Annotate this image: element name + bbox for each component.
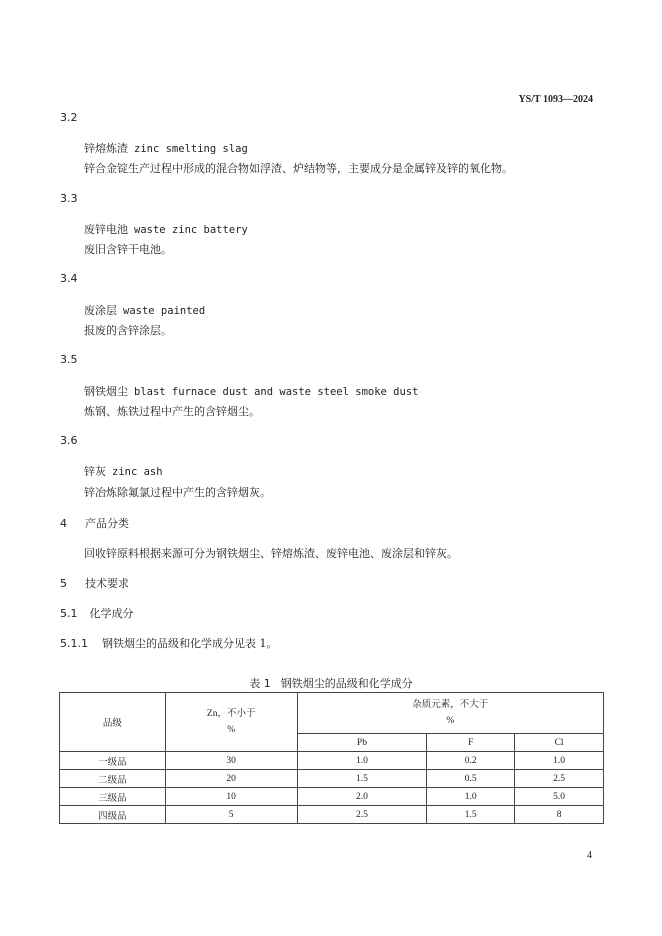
cl-cell: 5.0	[515, 788, 604, 806]
impurity-header	[297, 693, 603, 734]
clause-number: 3.4	[60, 272, 78, 285]
clause-number: 3.3	[60, 192, 78, 205]
table-row	[60, 770, 604, 788]
clause-number: 3.2	[60, 111, 78, 124]
f-cell: 0.5	[427, 770, 515, 788]
table-header-row	[60, 693, 604, 734]
zn-cell: 10	[165, 788, 297, 806]
table-row	[60, 806, 604, 824]
cl-header: Cl	[515, 734, 604, 752]
clause-number: 3.5	[60, 353, 78, 366]
definition: 锌合金锭生产过程中形成的混合物如浮渣、炉结物等，主要成分是金属锌及锌的氧化物。	[84, 162, 513, 175]
cl-cell: 1.0	[515, 752, 604, 770]
definition: 报废的含锌涂层。	[84, 324, 172, 337]
f-cell: 1.5	[427, 806, 515, 824]
subsection-number: 5.1	[60, 607, 78, 620]
pb-cell: 2.0	[297, 788, 427, 806]
term-cn: 钢铁烟尘	[84, 385, 128, 398]
term-en: waste painted	[123, 305, 206, 317]
term-en: blast furnace dust and waste steel smoke dust	[134, 386, 419, 398]
grade-cell: 一级品	[60, 752, 166, 770]
term-cn: 锌灰	[84, 465, 106, 478]
grade-cell: 三级品	[60, 788, 166, 806]
section-title: 技术要求	[85, 577, 129, 590]
subsection-heading	[60, 605, 134, 621]
term	[84, 383, 418, 399]
term	[84, 221, 248, 237]
cl-cell: 8	[515, 806, 604, 824]
term	[84, 140, 248, 156]
subsection-title: 化学成分	[89, 607, 134, 620]
zn-cell: 30	[165, 752, 297, 770]
f-cell: 0.2	[427, 752, 515, 770]
f-cell: 1.0	[427, 788, 515, 806]
table-row	[60, 788, 604, 806]
table-caption	[0, 675, 662, 691]
term-en: zinc smelting slag	[134, 143, 248, 155]
term-cn: 锌熔炼渣	[84, 142, 128, 155]
table-row	[60, 752, 604, 770]
grade-header: 品级	[60, 693, 166, 752]
section-title: 产品分类	[85, 517, 129, 530]
pb-cell: 1.5	[297, 770, 427, 788]
section-number: 5	[60, 577, 67, 590]
zn-cell: 5	[165, 806, 297, 824]
clause-5-1-1	[60, 635, 278, 651]
section-number: 4	[60, 517, 67, 530]
clause-number: 5.1.1	[60, 637, 88, 650]
definition: 废旧含锌干电池。	[84, 243, 172, 256]
pb-cell: 1.0	[297, 752, 427, 770]
zn-header	[165, 693, 297, 752]
cl-cell: 2.5	[515, 770, 604, 788]
term	[84, 302, 205, 318]
zn-header-label: Zn，不小于	[206, 709, 256, 719]
pb-cell: 2.5	[297, 806, 427, 824]
zn-cell: 20	[165, 770, 297, 788]
chemical-composition-table	[59, 692, 604, 824]
term-en: zinc ash	[112, 466, 163, 478]
section-text: 回收锌原料根据来源可分为钢铁烟尘、锌熔炼渣、废锌电池、废涂层和锌灰。	[84, 547, 458, 560]
term-en: waste zinc battery	[134, 224, 248, 236]
impurity-header-unit: %	[446, 716, 455, 726]
impurity-header-label: 杂质元素，不大于	[412, 700, 489, 710]
clause-number: 3.6	[60, 434, 78, 447]
table-title: 钢铁烟尘的品级和化学成分	[280, 677, 413, 690]
term-cn: 废涂层	[84, 304, 117, 317]
definition: 锌冶炼除氟氯过程中产生的含锌烟灰。	[84, 486, 271, 499]
f-header: F	[427, 734, 515, 752]
definition: 炼钢、炼铁过程中产生的含锌烟尘。	[84, 405, 260, 418]
grade-cell: 二级品	[60, 770, 166, 788]
table-number: 表 1	[249, 677, 271, 690]
pb-header: Pb	[297, 734, 427, 752]
grade-cell: 四级品	[60, 806, 166, 824]
zn-header-unit: %	[227, 725, 236, 735]
document-code: YS/T 1093—2024	[518, 94, 593, 105]
term-cn: 废锌电池	[84, 223, 128, 236]
section-heading	[60, 515, 129, 531]
section-heading	[60, 575, 129, 591]
term	[84, 463, 163, 479]
page-number: 4	[587, 850, 592, 861]
clause-text: 钢铁烟尘的品级和化学成分见表 1。	[102, 637, 278, 650]
